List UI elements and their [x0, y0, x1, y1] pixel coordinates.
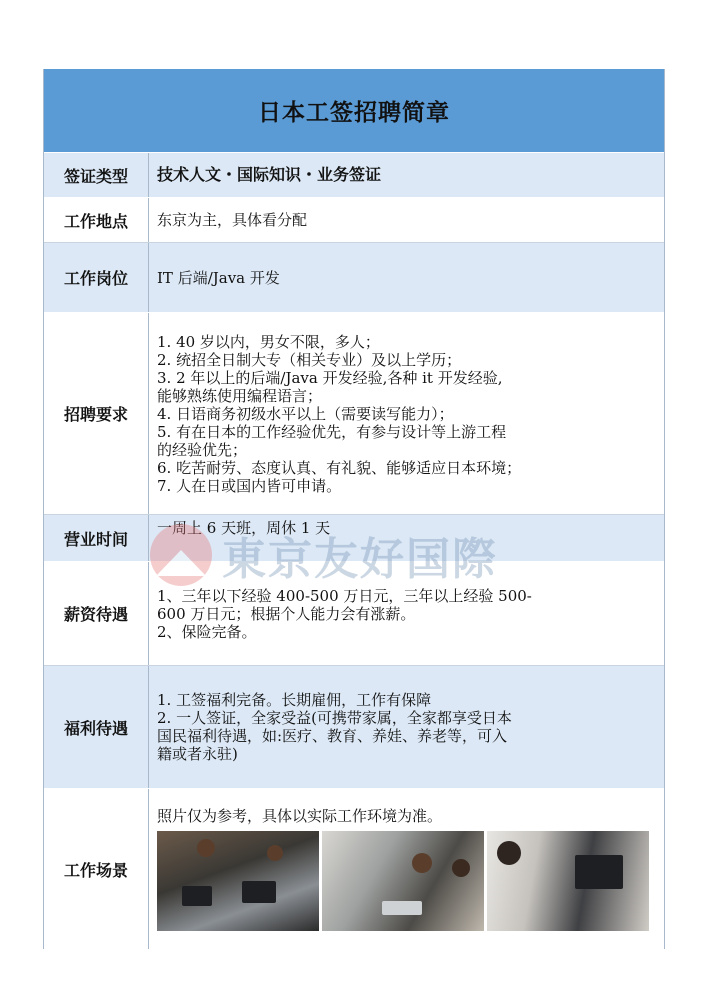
value-salary — [149, 562, 664, 665]
requirement-line: 6. 吃苦耐劳、态度认真、有礼貌、能够适应日本环境； — [157, 458, 522, 477]
benefit-line: 籍或者永驻) — [157, 745, 238, 763]
requirement-line: 4. 日语商务初级水平以上（需要读写能力）； — [157, 404, 454, 423]
value-visa-type: 技术人文・国际知识・业务签证 — [157, 165, 382, 184]
salary-line: 600 万日元；根据个人能力会有涨薪。 — [157, 604, 416, 623]
value-requirements — [149, 313, 664, 514]
value-hours: 一周上 6 天班，周休 1 天 — [157, 519, 331, 537]
salary-line: 1、三年以下经验 400-500 万日元，三年以上经验 500- — [157, 586, 532, 605]
row-visa-type — [44, 153, 664, 198]
row-position — [44, 243, 664, 313]
benefit-line: 2. 一人签证，全家受益(可携带家属，全家都享受日本 — [157, 709, 512, 727]
benefit-line: 1. 工签福利完备。长期雇佣，工作有保障 — [157, 691, 432, 709]
row-hours — [44, 515, 664, 562]
label-benefits: 福利待遇 — [44, 666, 149, 788]
label-requirements: 招聘要求 — [44, 313, 149, 514]
requirement-line: 2. 统招全日制大专（相关专业）及以上学历； — [157, 350, 462, 369]
label-location: 工作地点 — [44, 198, 149, 242]
row-benefits — [44, 666, 664, 789]
requirement-line: 的经验优先； — [157, 440, 248, 459]
requirement-line: 能够熟练使用编程语言； — [157, 386, 323, 405]
watermark-text: 東京友好国際 — [222, 534, 498, 585]
label-hours: 营业时间 — [44, 515, 149, 561]
label-position: 工作岗位 — [44, 243, 149, 312]
row-salary — [44, 562, 664, 666]
value-scene — [149, 789, 664, 949]
requirement-line: 5. 有在日本的工作经验优先，有参与设计等上游工程 — [157, 422, 507, 441]
recruitment-table — [43, 69, 665, 949]
benefit-line: 国民福利待遇，如:医疗、教育、养娃、养老等，可入 — [157, 727, 508, 745]
photo-strip — [157, 831, 656, 931]
salary-line: 2、保险完备。 — [157, 622, 257, 641]
requirement-line: 7. 人在日或国内皆可申请。 — [157, 476, 342, 495]
scene-note: 照片仅为参考，具体以实际工作环境为准。 — [157, 807, 443, 825]
title-row — [44, 69, 664, 153]
value-benefits — [149, 666, 664, 788]
value-position: IT 后端/Java 开发 — [157, 268, 280, 287]
office-photo-2 — [322, 831, 484, 931]
requirement-line: 1. 40 岁以内，男女不限，多人； — [157, 332, 380, 351]
value-location: 东京为主，具体看分配 — [157, 211, 308, 229]
row-location — [44, 198, 664, 243]
office-photo-3 — [487, 831, 649, 931]
label-salary: 薪资待遇 — [44, 562, 149, 665]
office-photo-1 — [157, 831, 319, 931]
label-scene: 工作场景 — [44, 789, 149, 949]
row-requirements — [44, 313, 664, 515]
label-visa-type: 签证类型 — [44, 153, 149, 197]
page-title: 日本工签招聘简章 — [258, 100, 450, 126]
row-scene — [44, 789, 664, 949]
requirement-line: 3. 2 年以上的后端/Java 开发经验,各种 it 开发经验, — [157, 368, 503, 387]
